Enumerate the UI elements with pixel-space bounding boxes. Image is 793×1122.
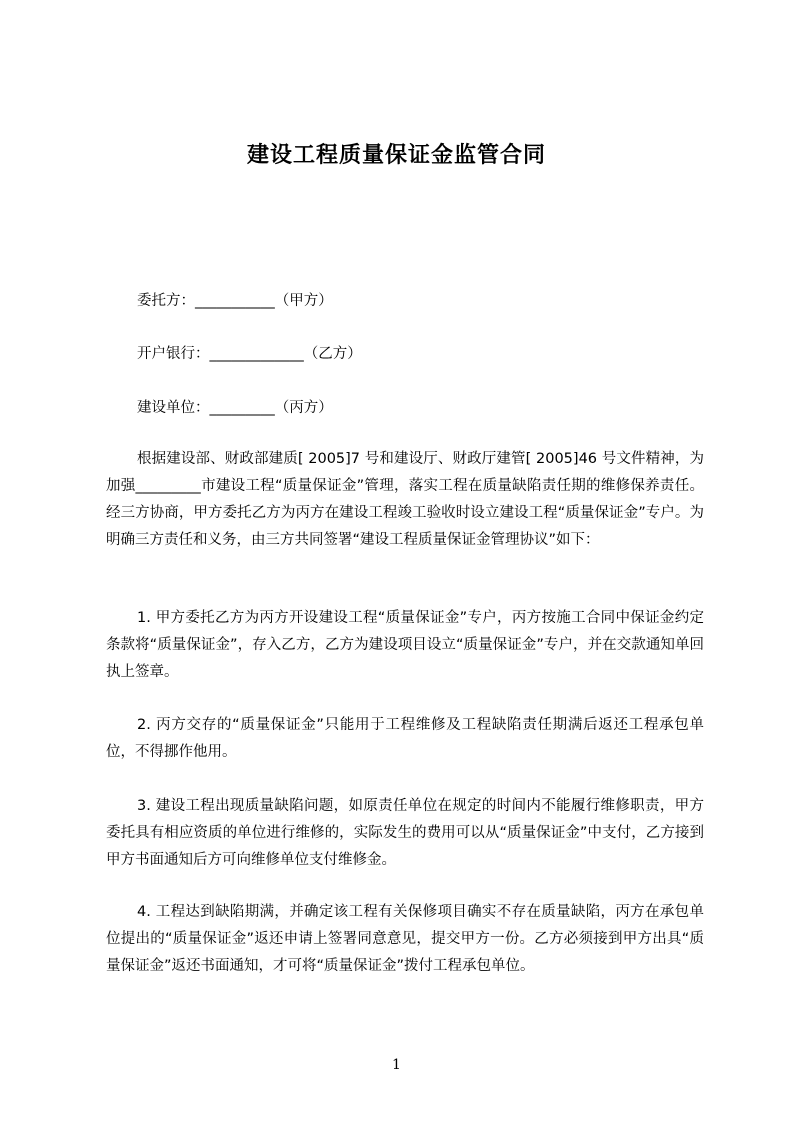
document-title: 建设工程质量保证金监管合同 [246, 143, 546, 168]
party-bank: 开户银行：_____________（乙方） [137, 346, 362, 362]
clause-1: 1. 甲方委托乙方为丙方开设建设工程“质量保证金”专户，丙方按施工合同中保证金约定条款将“质量保证金”，存入乙方，乙方为建设项目设立“质量保证金”专户，并在交款通知单回执上签章。 [106, 610, 704, 680]
page-number: 1 [392, 1057, 401, 1073]
clause-2: 2. 丙方交存的“质量保证金”只能用于工程维修及工程缺陷责任期满后返还工程承包单位，不得挪作他用。 [106, 717, 704, 760]
party-client: 委托方：___________（甲方） [137, 293, 333, 309]
party-builder: 建设单位：_________（丙方） [137, 400, 333, 416]
clause-4: 4. 工程达到缺陷期满，并确定该工程有关保修项目确实不存在质量缺陷，丙方在承包单位提出的“质量保证金”返还申请上签署同意意见，提交甲方一份。乙方必须接到甲方出具“质量保证金”返还书面通知，才可将“质量保证金”拨付工程承包单位。 [106, 904, 704, 974]
intro-paragraph: 根据建设部、财政部建质[ 2005]7 号和建设厅、财政厅建管[ 2005]46 号文件精神，为加强_________市建设工程“质量保证金”管理，落实工程在质量缺陷责任期的维修保养责任。经三方协商，甲方委托乙方为丙方在建设工程竣工验收时设立建设工程“质量保证金”专户。为明确三方责任和义务，由三方共同签署“建设工程质量保证金管理协议”如下： [106, 451, 704, 548]
clause-3: 3. 建设工程出现质量缺陷问题，如原责任单位在规定的时间内不能履行维修职责，甲方委托具有相应资质的单位进行维修的，实际发生的费用可以从“质量保证金”中支付，乙方接到甲方书面通知后方可向维修单位支付维修金。 [106, 798, 704, 868]
